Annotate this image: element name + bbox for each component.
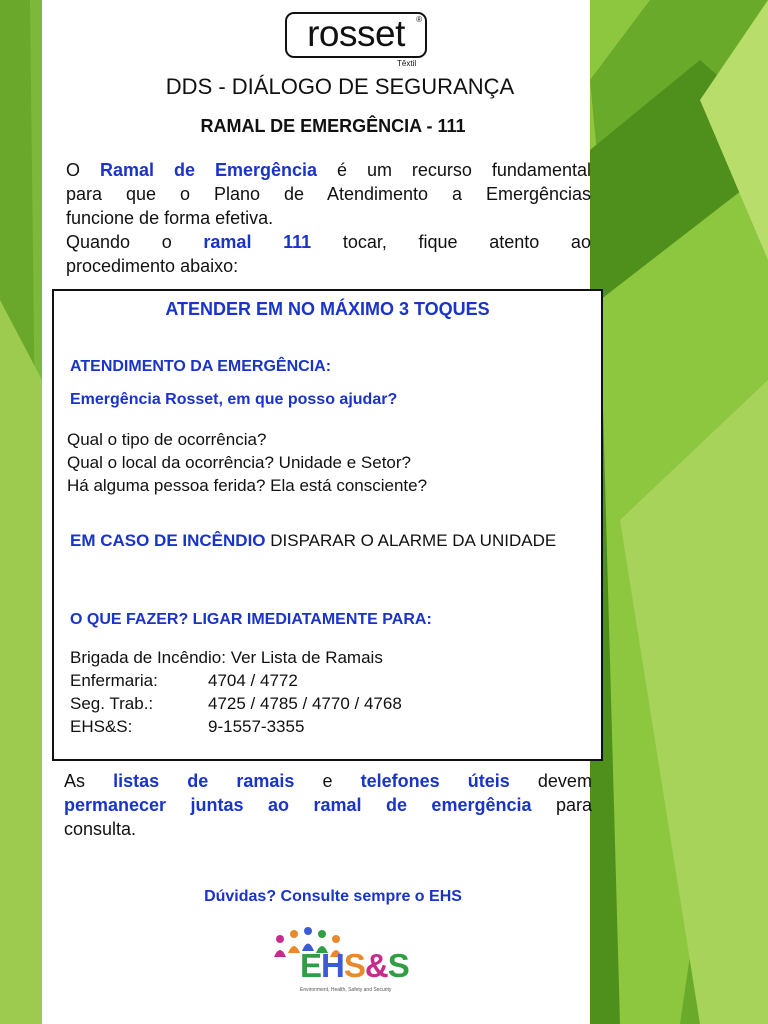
closing-text: devem xyxy=(537,771,592,791)
intro-text: O xyxy=(66,160,81,180)
closing-text: para xyxy=(555,795,592,815)
intro-text: tocar, fique atento ao xyxy=(342,232,591,252)
ehs-letter: S xyxy=(387,947,409,984)
ehs-letter: H xyxy=(321,947,344,984)
ehs-wordmark xyxy=(300,947,409,985)
closing-highlight: permanecer juntas ao ramal de emergência xyxy=(64,795,532,815)
intro-line: funcione de forma efetiva. xyxy=(66,208,274,228)
rosset-logo xyxy=(285,12,427,58)
contact-row xyxy=(70,692,402,715)
closing-text: e xyxy=(322,771,333,791)
contact-label: EHS&S: xyxy=(70,717,133,736)
doubts-note: Dúvidas? Consulte sempre o EHS xyxy=(204,888,462,905)
ehs-letter: E xyxy=(300,947,322,984)
closing-text: As xyxy=(64,771,86,791)
closing-line xyxy=(64,793,592,817)
contact-value: 4704 / 4772 xyxy=(208,671,298,690)
contact-value: 4725 / 4785 / 4770 / 4768 xyxy=(208,694,402,713)
box-headline: ATENDER EM NO MÁXIMO 3 TOQUES xyxy=(165,299,490,319)
ehs-letter: & xyxy=(364,947,388,984)
question-item: Qual o tipo de ocorrência? xyxy=(67,430,267,449)
page-title: DDS - DIÁLOGO DE SEGURANÇA xyxy=(165,74,515,99)
procedure-box xyxy=(52,289,603,761)
intro-text: é um recurso fundamental xyxy=(336,160,591,180)
contact-label: Brigada de Incêndio: xyxy=(70,648,226,667)
page-subtitle: RAMAL DE EMERGÊNCIA - 111 xyxy=(200,116,466,136)
ehs-letter: S xyxy=(343,947,365,984)
contact-label: Enfermaria: xyxy=(70,671,158,690)
intro-line xyxy=(66,230,591,254)
question-item: Há alguma pessoa ferida? Ela está consciente? xyxy=(67,476,428,495)
intro-line: procedimento abaixo: xyxy=(66,256,239,276)
closing-highlight: listas de ramais xyxy=(113,771,295,791)
closing-paragraph xyxy=(64,769,592,841)
intro-paragraph xyxy=(66,158,591,278)
logo-wordmark: rosset xyxy=(307,13,405,54)
greeting-phrase: Emergência Rosset, em que posso ajudar? xyxy=(70,391,398,408)
contacts-list xyxy=(70,646,402,738)
intro-text: Quando o xyxy=(66,232,172,252)
closing-line: consulta. xyxy=(64,819,137,839)
ehs-tagline: Environment, Health, Safety and Security xyxy=(300,987,392,993)
question-item: Qual o local da ocorrência? Unidade e Setor? xyxy=(67,453,411,472)
contact-row xyxy=(70,715,402,738)
closing-highlight: telefones úteis xyxy=(360,771,510,791)
section-heading-what-to-do: O QUE FAZER? LIGAR IMEDIATAMENTE PARA: xyxy=(70,611,432,628)
contact-value: 9-1557-3355 xyxy=(208,717,305,736)
contact-row xyxy=(70,669,402,692)
intro-highlight: Ramal de Emergência xyxy=(99,160,317,180)
contact-value: Ver Lista de Ramais xyxy=(230,648,383,667)
fire-text: DISPARAR O ALARME DA UNIDADE xyxy=(270,531,557,550)
contact-label: Seg. Trab.: xyxy=(70,694,154,713)
section-heading-emergency: ATENDIMENTO DA EMERGÊNCIA: xyxy=(70,358,332,375)
intro-highlight: ramal 111 xyxy=(203,232,312,252)
logo-registered-mark: ® xyxy=(416,15,422,24)
closing-line xyxy=(64,769,592,793)
logo-subtitle: Têxtil xyxy=(397,59,417,68)
fire-instruction xyxy=(70,529,590,552)
fire-label: EM CASO DE INCÊNDIO xyxy=(70,531,266,550)
intro-line: para que o Plano de Atendimento a Emergências xyxy=(66,184,591,204)
questions-list xyxy=(67,428,427,497)
ehs-logo xyxy=(270,927,409,1021)
intro-line xyxy=(66,158,591,182)
contact-row xyxy=(70,646,402,669)
